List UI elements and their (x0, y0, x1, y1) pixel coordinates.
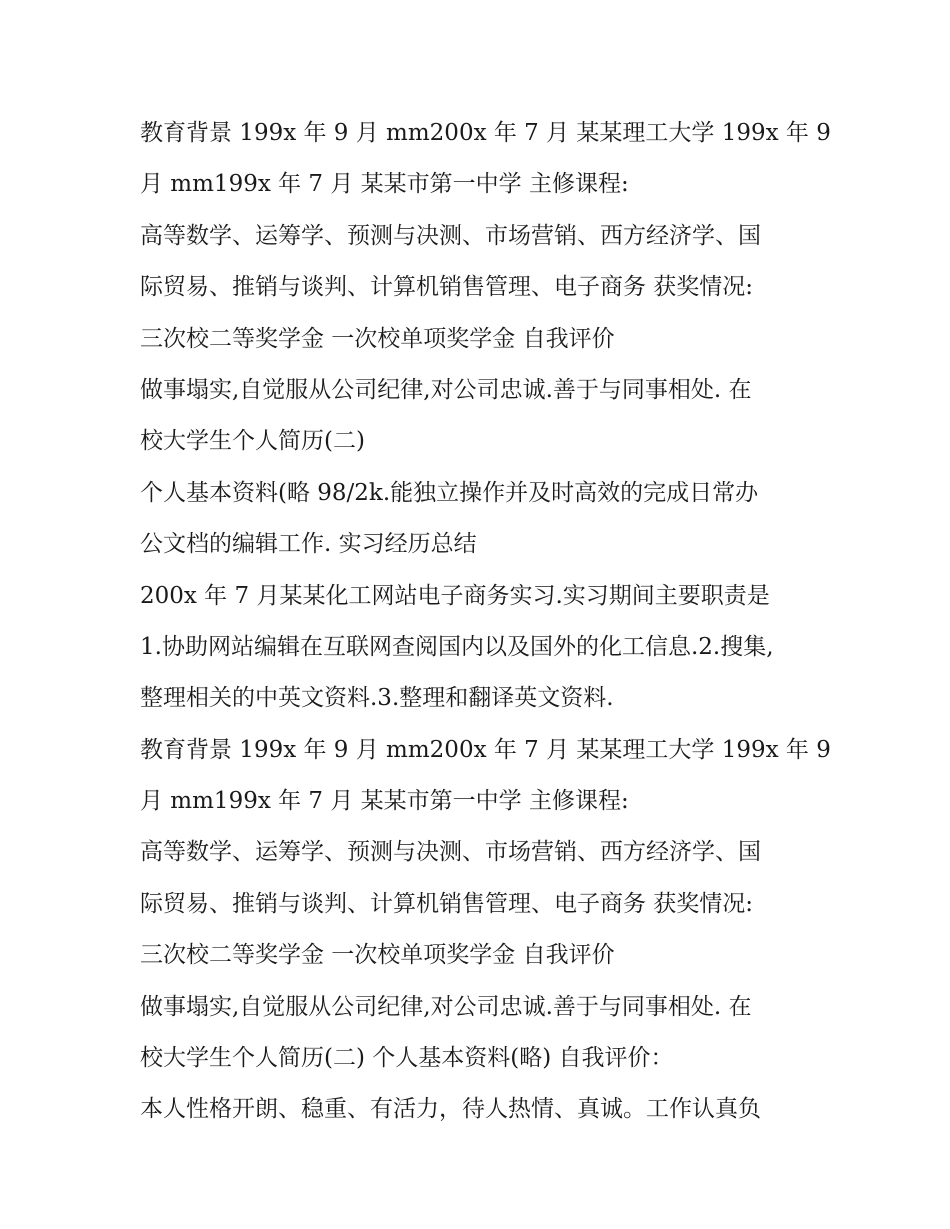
document-line: 个人基本资料(略 98/2k.能独立操作并及时高效的完成日常办 (140, 479, 759, 506)
document-line: 月 mm199x 年 7 月 某某市第一中学 主修课程: (140, 171, 629, 198)
document-line: 公文档的编辑工作. 实习经历总结 (140, 531, 477, 558)
document-line: 月 mm199x 年 7 月 某某市第一中学 主修课程: (140, 788, 629, 815)
document-line: 三次校二等奖学金 一次校单项奖学金 自我评价 (140, 942, 615, 969)
document-line: 三次校二等奖学金 一次校单项奖学金 自我评价 (140, 325, 615, 352)
document-line: 本人性格开朗、稳重、有活力，待人热情、真诚。工作认真负 (140, 1096, 761, 1123)
document-body (140, 108, 831, 1136)
document-line: 高等数学、运筹学、预测与决测、市场营销、西方经济学、国 (140, 222, 761, 249)
document-line: 教育背景 199x 年 9 月 mm200x 年 7 月 某某理工大学 199x 年 9 (140, 120, 831, 146)
document-line: 做事塌实,自觉服从公司纪律,对公司忠诚.善于与同事相处. 在 (140, 993, 752, 1020)
document-line: 高等数学、运筹学、预测与决测、市场营销、西方经济学、国 (140, 839, 761, 866)
document-line: 做事塌实,自觉服从公司纪律,对公司忠诚.善于与同事相处. 在 (140, 376, 752, 403)
document-line: 校大学生个人简历(二) (140, 428, 365, 455)
document-line: 1.协助网站编辑在互联网查阅国内以及国外的化工信息.2.搜集, (140, 633, 774, 660)
document-line: 整理相关的中英文资料.3.整理和翻译英文资料. (140, 685, 614, 712)
document-line: 际贸易、推销与谈判、计算机销售管理、电子商务 获奖情况: (140, 274, 754, 301)
document-line: 200x 年 7 月某某化工网站电子商务实习.实习期间主要职责是 (140, 582, 770, 609)
document-line: 校大学生个人简历(二) 个人基本资料(略) 自我评价： (140, 1045, 674, 1072)
document-line: 际贸易、推销与谈判、计算机销售管理、电子商务 获奖情况: (140, 890, 754, 917)
document-line: 教育背景 199x 年 9 月 mm200x 年 7 月 某某理工大学 199x 年 9 (140, 736, 831, 763)
